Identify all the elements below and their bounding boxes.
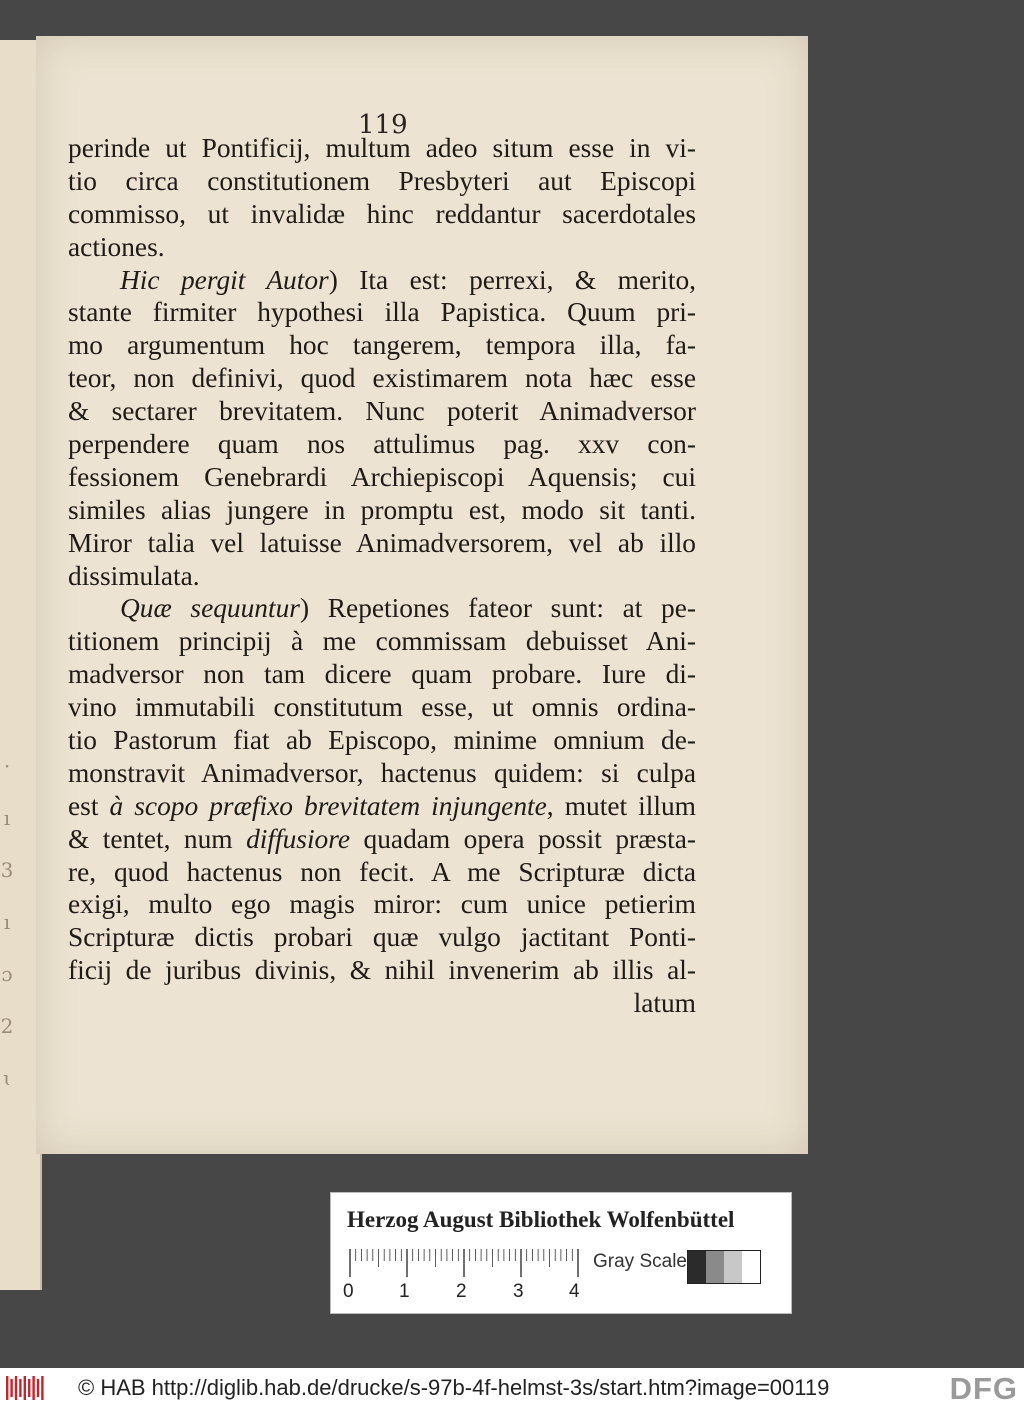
ruler-number: 2 [456,1281,467,1302]
copyright-url: © HAB http://diglib.hab.de/drucke/s-97b-4f-helmst-3s/start.htm?image=00119 [78,1375,830,1400]
text-line: Hic pergit Autor) Ita est: perrexi, & merito, [120,264,696,295]
logo-bar [19,1379,21,1397]
logo-bar [6,1376,8,1400]
logo-bar [28,1379,30,1397]
scanned-page [36,36,808,1154]
logo-bar [15,1376,17,1400]
logo-bar [24,1376,26,1400]
library-name: Herzog August Bibliothek Wolfenbüttel [347,1207,735,1232]
logo-bar [41,1376,43,1400]
text-line: mo argumentum hoc tangerem, tempora illa, fa- [68,330,696,361]
text-line: madversor non tam dicere quam probare. Iure di- [68,659,696,690]
text-line: vino immutabili constitutum esse, ut omnis ordina- [68,692,696,723]
italic-word: diffusiore [246,823,351,854]
italic-phrase: à scopo præfixo brevitatem injungente [109,790,547,821]
text-line: perpendere quam nos attulimus pag. xxv con- [68,429,696,460]
gray-swatch [688,1251,706,1283]
gray-scale-swatches [687,1250,761,1284]
ruler-number: 1 [399,1281,410,1302]
gray-swatch [724,1251,742,1283]
ruler-number: 4 [569,1281,580,1302]
hab-logo-icon [6,1376,46,1400]
text-line: teor, non definivi, quod existimarem nota hæc esse [68,363,696,394]
previous-page-glyphs: · ı 3 ı ɔ 2 ɩ [0,754,14,1090]
ruler-numbers [343,1281,603,1305]
footer-bar [0,1368,1024,1408]
ruler-number: 0 [343,1281,354,1302]
text-line: dissimulata. [68,560,200,591]
text-line: stante firmiter hypothesi illa Papistica. Quum pri- [68,297,696,328]
logo-bar [37,1379,39,1397]
text-line: perinde ut Pontificij, multum adeo situm esse in vi- [68,133,696,163]
text-line: monstravit Animadversor, hactenus quidem: si culpa [68,757,696,788]
ruler-number: 3 [513,1281,524,1302]
catchword: latum [633,988,696,1019]
text-line: & sectarer brevitatem. Nunc poterit Animadversor [68,396,696,427]
text-line: tio circa constitutionem Presbyteri aut Episcopi [68,165,696,196]
page-text [68,132,696,1020]
dfg-logo: DFG [949,1371,1018,1406]
text-line: titionem principij à me commissam debuisset Ani- [68,626,696,657]
text-line: actiones. [68,231,165,262]
gray-swatch [706,1251,724,1283]
logo-bar [32,1376,34,1400]
text-line: Miror talia vel latuisse Animadversorem, vel ab illo [68,527,696,558]
text-line: Scripturæ dictis probari quæ vulgo jactitant Ponti- [68,922,696,953]
italic-lemma: Hic pergit Autor [120,264,329,295]
text-line: & tentet, num diffusiore quadam opera possit præsta- [68,823,696,854]
text-line: Quæ sequuntur) Repetiones fateor sunt: at pe- [120,593,696,624]
italic-lemma: Quæ sequuntur [120,593,300,624]
text-line: fessionem Genebrardi Archiepiscopi Aquensis; cui [68,461,696,492]
text-line: similes alias jungere in promptu est, modo sit tanti. [68,494,696,525]
text-line: ficij de juribus divinis, & nihil invenerim ab illis al- [68,955,696,986]
text-line: est à scopo præfixo brevitatem injungente, mutet illum [68,790,696,821]
logo-bar [10,1379,12,1397]
text-line: tio Pastorum fiat ab Episcopo, minime omnium de- [68,725,696,756]
text-line: exigi, multo ego magis miror: cum unice petierim [68,889,696,920]
text-line: re, quod hactenus non fecit. A me Scripturæ dicta [68,856,696,887]
text-line: commisso, ut invalidæ hinc reddantur sacerdotales [68,198,696,229]
scale-ruler [349,1249,581,1277]
color-reference-card [330,1192,792,1314]
page-number: 119 [358,110,408,140]
gray-swatch [742,1251,760,1283]
gray-scale-label: Gray Scale [593,1251,687,1272]
